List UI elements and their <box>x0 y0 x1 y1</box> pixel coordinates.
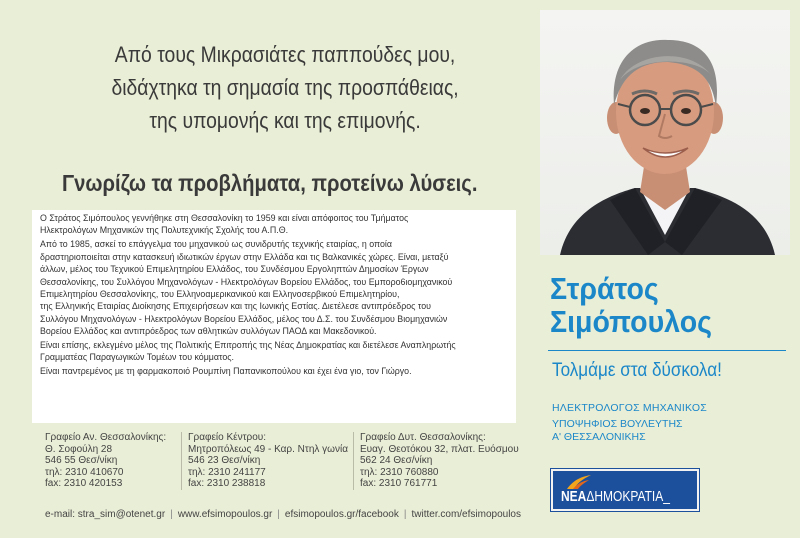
bio-line: Γραμματέας Παραγωγικών Τομέων του κόμματος. <box>40 352 234 364</box>
profession: ΗΛΕΚΤΡΟΛΟΓΟΣ ΜΗΧΑΝΙΚΟΣ <box>552 402 707 414</box>
party-name-part1: ΝΕΑ <box>561 488 587 505</box>
party-logo <box>551 469 699 511</box>
bio-line: Θεσσαλονίκης, του Συλλόγου Μηχανολόγων - Ηλεκτρολόγων Βορείου Ελλάδος, του Εμπορο6ιομηχανικού <box>40 276 453 288</box>
separator: | <box>277 509 280 520</box>
office-tel: τηλ: 2310 410670 <box>45 466 124 478</box>
office-east <box>45 432 173 490</box>
office-address: Θ. Σοφούλη 28 <box>45 443 113 455</box>
office-title: Γραφείο Δυτ. Θεσσαλονίκης: <box>360 432 486 443</box>
constituency: Α' ΘΕΣΣΑΛΟΝΙΚΗΣ <box>552 431 646 443</box>
bio-line: Συλλόγου Μηχανολόγων - Ηλεκτρολόγων Βορείου Ελλάδος, μέλος του Δ.Σ. του Συνδέσμου Βιομηχανιών <box>40 313 448 325</box>
quote <box>55 38 515 137</box>
bio-line: Είναι επίσης, εκλεγμένο μέλος της Πολιτικής Επιτροπής της Νέας Δημοκρατίας και διετέλεσε Αναπληρωτής <box>40 340 456 352</box>
office-address: Μητροπόλεως 49 - Καρ. Ντηλ γωνία <box>188 443 348 455</box>
separator: | <box>170 509 173 520</box>
bio-paragraph <box>40 239 508 338</box>
right-column <box>530 0 800 538</box>
office-city: 546 23 Θεσ/νίκη <box>188 455 261 467</box>
office-fax: fax: 2310 238818 <box>188 478 266 490</box>
offices <box>45 432 525 512</box>
bio-paragraph <box>40 366 508 378</box>
separator: | <box>403 509 407 520</box>
quote-line: διδάχτηκα τη σημασία της προσπάθειας, <box>111 75 459 100</box>
divider <box>548 350 786 351</box>
candidacy <box>552 418 683 444</box>
biography-box <box>32 210 516 423</box>
bio-line: Είναι παντρεμένος με τη φαρμακοποιό Ρουμπίνη Παπανικοπούλου και έχει ένα γιο, τον Γιώργο. <box>40 366 412 378</box>
candidate-name <box>550 272 712 338</box>
twitter-link[interactable]: twitter.com/efsimopoulos <box>411 509 521 520</box>
office-west <box>353 432 523 490</box>
quote-line: Από τους Μικρασιάτες παππούδες μου, <box>114 42 456 67</box>
candidacy-title: ΥΠΟΨΗΦΙΟΣ ΒΟΥΛΕΥΤΗΣ <box>552 418 683 430</box>
party-name-part2: ΔΗΜΟΚΡΑΤΙΑ <box>586 488 664 505</box>
bio-line: Ο Στράτος Σιμόπουλος γεννήθηκε στη Θεσσαλονίκη το 1959 και είναι απόφοιτος του Τμήματος <box>40 213 409 224</box>
candidate-first-name: Στράτος <box>550 271 659 306</box>
bio-line: της Ελληνικής Εταιρίας Διοίκησης Επιχειρήσεων και της Ιωνικής Εστίας. Διετέλεσε αντιπρόεδρος του <box>40 301 431 313</box>
contact-links <box>45 509 521 520</box>
office-address: Ευαγ. Θεοτόκου 32, πλατ. Ευόσμου <box>360 443 519 455</box>
tagline: Γνωρίζω τα προβλήματα, προτείνω λύσεις. <box>62 170 478 196</box>
bio-line: Βορείου Ελλάδος και αντιπρόεδρος των αθλητικών συλλόγων ΠΑΟΔ και Μακεδονικού. <box>40 326 377 338</box>
candidate-photo <box>540 10 790 255</box>
office-title: Γραφείο Αν. Θεσσαλονίκης: <box>45 432 167 443</box>
bio-line: δραστηριοποιείται στην κατασκευή ιδιωτικών έργων στην Ελλάδα και τις Βαλκανικές χώρες. Είναι, μεταξύ <box>40 251 449 263</box>
office-center <box>181 432 349 490</box>
bio-paragraph <box>40 340 508 365</box>
bio-line: Ηλεκτρολόγων Μηχανικών της Πολυτεχνικής Σχολής του Α.Π.Θ. <box>40 225 289 237</box>
facebook-link[interactable]: efsimopoulos.gr/facebook <box>284 509 399 520</box>
bio-line: Επιμελητηρίου Θεσσαλονίκης, του Ελληνοαμερικανικού και Ελληνοσερβικού Επιμελητηρίου, <box>40 288 400 300</box>
website-link[interactable]: www.efsimopoulos.gr <box>177 509 273 520</box>
office-city: 546 55 Θεσ/νίκη <box>45 455 118 467</box>
party-name-suffix: _ <box>663 488 670 505</box>
quote-line: της υπομονής και της επιμονής. <box>149 108 421 133</box>
bio-line: άλλων, μέλος του Τεχνικού Επιμελητηρίου Ελλάδος, του Συνδέσμου Εργοληπτών Δημοσίων Έργων <box>40 264 429 276</box>
office-title: Γραφείο Κέντρου: <box>188 432 267 443</box>
office-fax: fax: 2310 761771 <box>360 478 438 490</box>
bio-line: Από το 1985, ασκεί το επάγγελμα του μηχανικού ως συνιδρυτής τεχνικής εταιρίας, η οποία <box>40 239 392 251</box>
party-name <box>561 488 670 505</box>
office-tel: τηλ: 2310 241177 <box>188 466 266 478</box>
portrait-illustration <box>540 10 790 255</box>
email-link[interactable]: e-mail: stra_sim@otenet.gr <box>45 509 166 520</box>
candidate-last-name: Σιμόπουλος <box>550 304 712 339</box>
office-city: 562 24 Θεσ/νίκη <box>360 455 433 467</box>
slogan: Τολμάμε στα δύσκολα! <box>552 360 722 381</box>
bio-paragraph <box>40 213 508 238</box>
office-tel: τηλ: 2310 760880 <box>360 466 439 478</box>
office-fax: fax: 2310 420153 <box>45 478 123 490</box>
